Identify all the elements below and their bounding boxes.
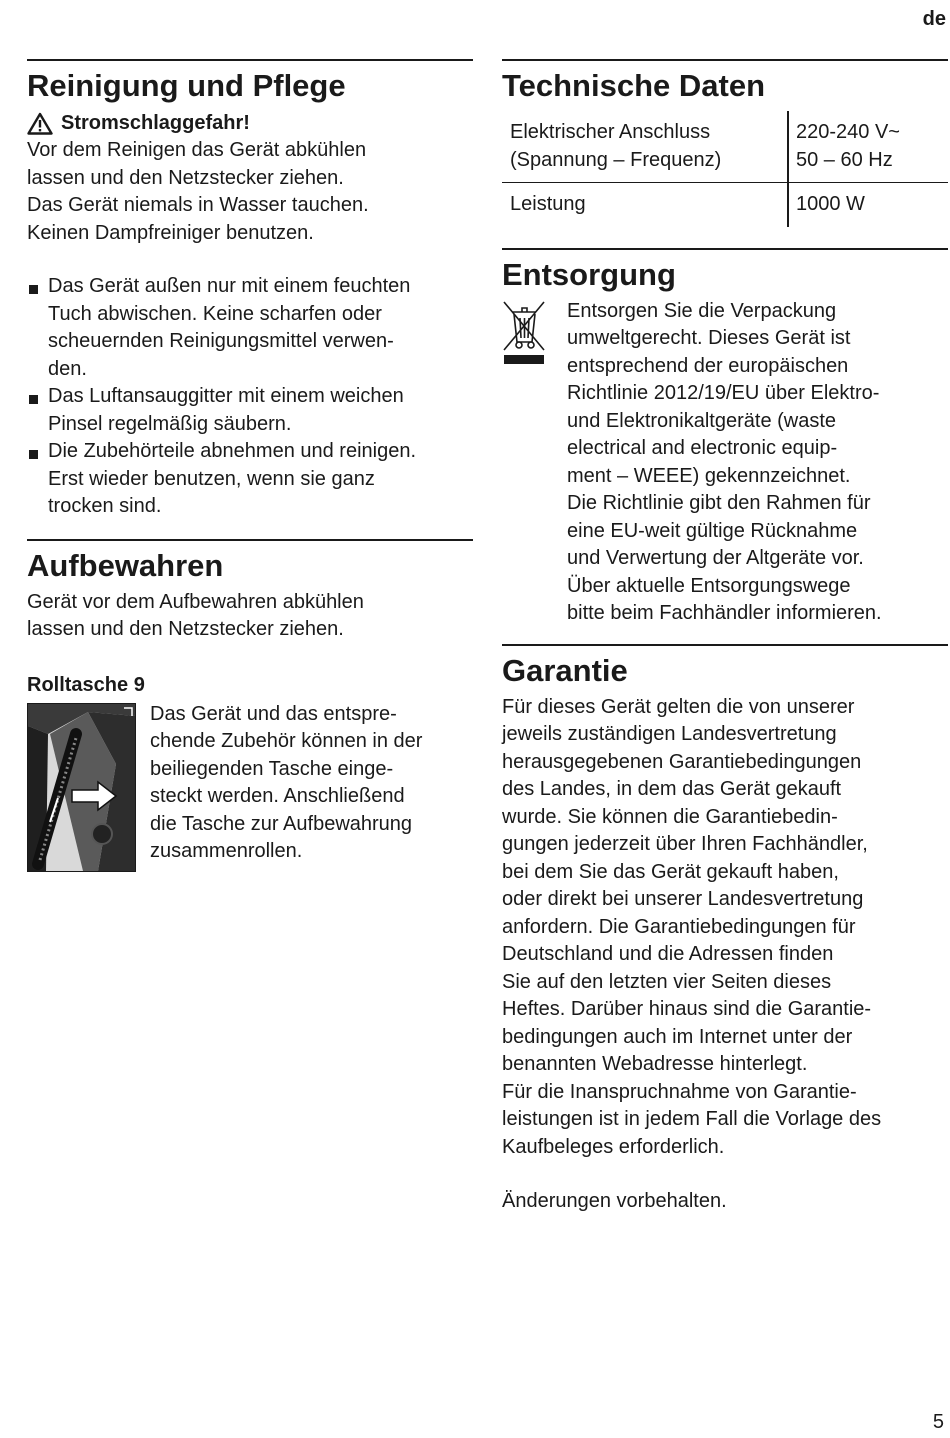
table-cell-label: Leistung <box>510 193 586 215</box>
list-item: Die Zubehörteile abnehmen und reinigen. Erst wieder benutzen, wenn sie ganz trocken sind. <box>27 438 473 521</box>
technical-data-table <box>502 111 948 227</box>
technical-section <box>502 59 948 227</box>
cleaning-instructions <box>27 273 473 521</box>
table-row <box>502 111 948 183</box>
disposal-block <box>502 298 948 628</box>
changes-reserved-note: Änderungen vorbehalten. <box>502 1190 727 1212</box>
storage-section <box>27 539 473 872</box>
warranty-title: Garantie <box>502 652 628 688</box>
roll-bag-text: Das Gerät und das entspre- chende Zubehör können in der beiliegenden Tasche einge- steckt werden. Anschließend die Tasche zur Aufbewahrung zusammenrollen. <box>150 702 423 862</box>
list-item: Das Luftansauggitter mit einem weichen Pinsel regelmäßig säubern. <box>27 383 473 438</box>
disposal-section <box>502 248 948 628</box>
table-cell-label: Elektrischer Anschluss (Spannung – Frequenz) <box>502 111 788 183</box>
roll-bag-block <box>27 701 473 872</box>
page-number: 5 <box>932 1411 944 1433</box>
disposal-title: Entsorgung <box>502 256 676 292</box>
table-row <box>502 183 948 227</box>
warning-triangle-icon <box>27 112 53 135</box>
list-item: Das Gerät außen nur mit einem feuchten Tuch abwischen. Keine scharfen oder scheuernden Reinigungsmittel verwen- den. <box>27 273 473 383</box>
warning-label: Stromschlaggefahr! <box>61 112 250 134</box>
electric-shock-warning <box>27 109 473 137</box>
warranty-section <box>502 644 948 1216</box>
storage-text: Gerät vor dem Aufbewahren abkühlen lassen und den Netzstecker ziehen. <box>27 590 364 640</box>
right-column <box>502 59 948 1216</box>
roll-bag-illustration <box>27 703 136 872</box>
warranty-text: Für dieses Gerät gelten die von unserer jeweils zuständigen Landesvertretung herausgegebenen Garantiebedingungen des Landes, in dem das Gerät gekauft wurde. Sie können die Garantiebedin- gungen jederzeit über Ihren Fachhändler, bei dem Sie das Gerät gekauft haben, oder direkt bei unserer Landesvertretung anfordern. Die Garantiebedingungen für Deutschland und die Adressen finden Sie auf den letzten vier Seiten dieses Heftes. Darüber hinaus sind die Garantie- bedingungen auch im Internet unter der benannten Webadresse hinterlegt. Für die Inanspruchnahme von Garantie- leistungen ist in jedem Fall die Vorlage des Kaufbeleges erforderlich. <box>502 695 882 1158</box>
table-cell-value: 220-240 V~ 50 – 60 Hz <box>788 111 948 183</box>
warning-text: Vor dem Reinigen das Gerät abkühlen lassen und den Netzstecker ziehen. Das Gerät niemals in Wasser tauchen. Keinen Dampfreiniger benutzen. <box>27 139 369 244</box>
cleaning-section <box>27 59 473 521</box>
table-cell-value: 1000 W <box>788 183 948 227</box>
disposal-text: Entsorgen Sie die Verpackung umweltgerecht. Dieses Gerät ist entsprechend der europäischen Richtlinie 2012/19/EU über Elektro- und Elektronikaltgeräte (waste electrical and electronic equip- ment – WEEE) gekennzeichnet. Die Richtlinie gibt den Rahmen für eine EU-weit gültige Rücknahme und Verwertung der Altgeräte vor. Über aktuelle Entsorgungswege bitte beim Fachhändler informieren. <box>567 299 882 624</box>
cleaning-title: Reinigung und Pflege <box>27 68 346 103</box>
roll-bag-title: Rolltasche 9 <box>27 673 145 696</box>
language-code: de <box>922 8 946 30</box>
storage-title: Aufbewahren <box>27 547 224 583</box>
technical-title: Technische Daten <box>502 68 766 103</box>
crossed-out-wheelie-bin-icon <box>502 298 550 375</box>
left-column <box>27 59 473 872</box>
